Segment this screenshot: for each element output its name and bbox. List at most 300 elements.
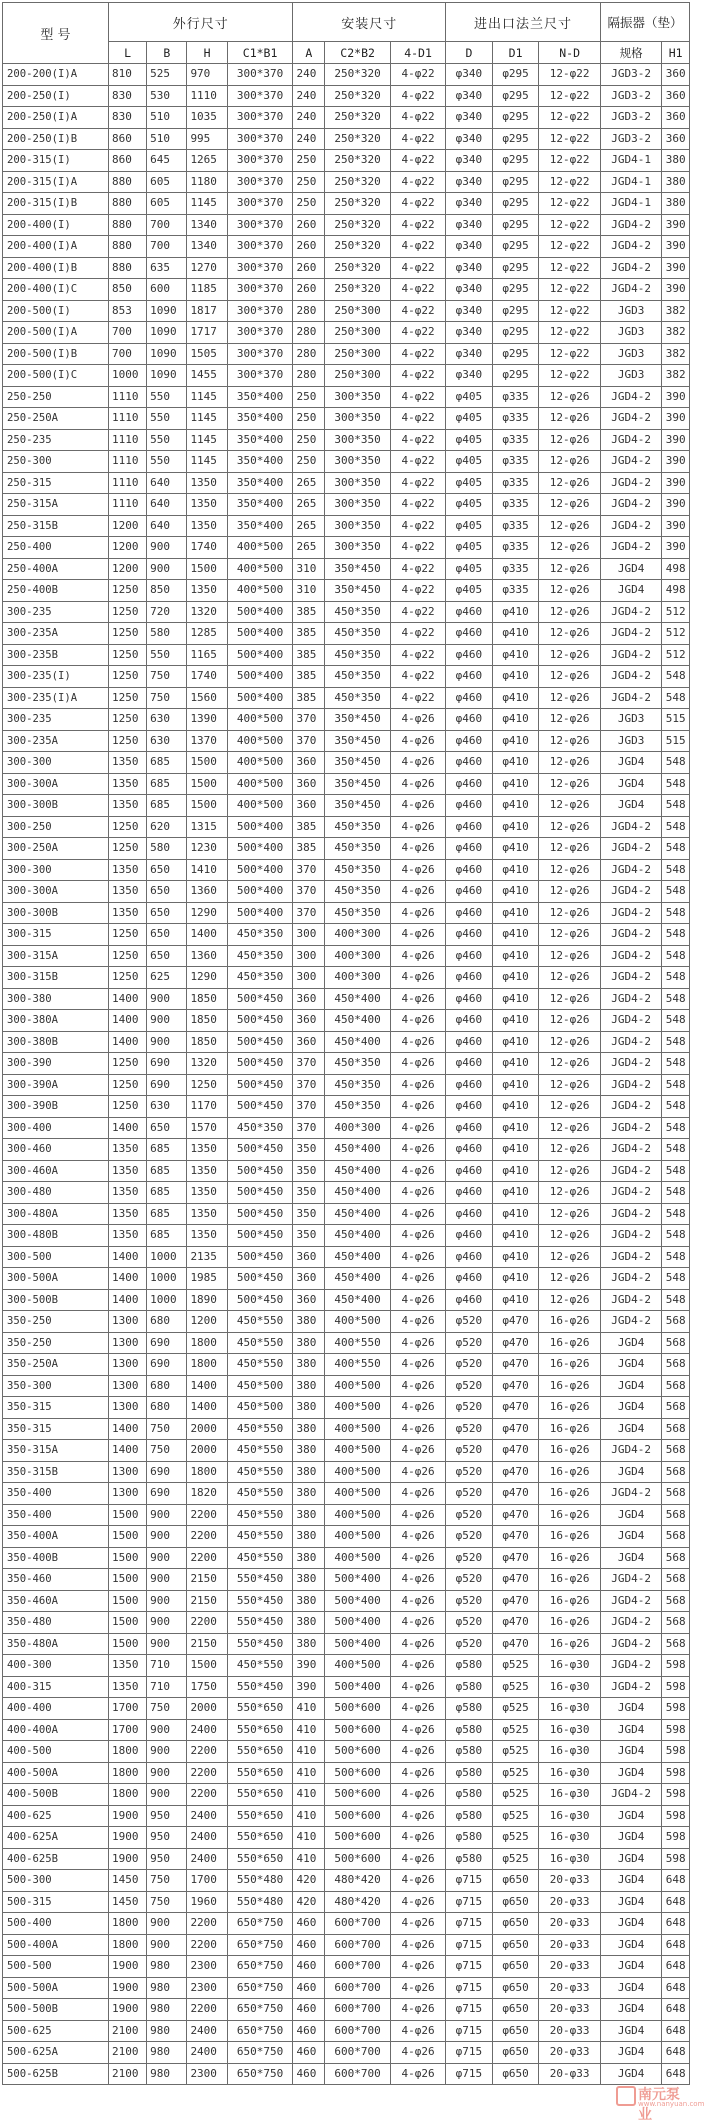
cell-A: 410: [293, 1741, 325, 1763]
cell-L: 1110: [109, 472, 147, 494]
cell-H1: 390: [662, 408, 690, 430]
cell-A: 380: [293, 1311, 325, 1333]
cell-H1: 390: [662, 236, 690, 258]
cell-C1B1: 400*500: [227, 730, 293, 752]
cell-H: 1230: [187, 838, 227, 860]
cell-H: 1750: [187, 1676, 227, 1698]
cell-B: 630: [147, 709, 187, 731]
cell-H: 1350: [187, 580, 227, 602]
cell-C1B1: 550*450: [227, 1676, 293, 1698]
cell-H1: 515: [662, 709, 690, 731]
cell-C2B2: 400*300: [325, 924, 391, 946]
cell-D1: φ410: [492, 967, 539, 989]
cell-H1: 568: [662, 1590, 690, 1612]
cell-A: 385: [293, 816, 325, 838]
cell-L: 1450: [109, 1891, 147, 1913]
cell-L: 1900: [109, 1999, 147, 2021]
cell-D: φ460: [446, 988, 493, 1010]
cell-4D1: 4-φ22: [390, 214, 445, 236]
cell-model: 200-400(I)B: [3, 257, 109, 279]
cell-D1: φ410: [492, 1289, 539, 1311]
cell-model: 300-460A: [3, 1160, 109, 1182]
cell-A: 265: [293, 494, 325, 516]
cell-model: 300-480: [3, 1182, 109, 1204]
cell-spec: JGD4-2: [600, 967, 661, 989]
cell-L: 1350: [109, 795, 147, 817]
cell-spec: JGD4-2: [600, 1655, 661, 1677]
table-row: [3, 1096, 690, 1118]
cell-4D1: 4-φ26: [390, 1139, 445, 1161]
table-row: [3, 1483, 690, 1505]
cell-D1: φ295: [492, 64, 539, 86]
cell-model: 350-400: [3, 1483, 109, 1505]
cell-ND: 16-φ26: [539, 1375, 601, 1397]
cell-C1B1: 500*450: [227, 1246, 293, 1268]
cell-D1: φ295: [492, 343, 539, 365]
cell-spec: JGD4-2: [600, 924, 661, 946]
cell-C2B2: 250*320: [325, 150, 391, 172]
table-row: [3, 1762, 690, 1784]
col-D: D: [446, 42, 493, 64]
cell-A: 380: [293, 1483, 325, 1505]
cell-C1B1: 450*550: [227, 1418, 293, 1440]
cell-4D1: 4-φ22: [390, 85, 445, 107]
cell-L: 1350: [109, 1160, 147, 1182]
cell-spec: JGD4-2: [600, 537, 661, 559]
table-row: [3, 1504, 690, 1526]
cell-spec: JGD4-2: [600, 1225, 661, 1247]
cell-C1B1: 300*370: [227, 128, 293, 150]
cell-model: 350-315A: [3, 1440, 109, 1462]
cell-D: φ340: [446, 322, 493, 344]
cell-B: 685: [147, 1139, 187, 1161]
cell-C2B2: 300*350: [325, 472, 391, 494]
cell-C1B1: 400*500: [227, 537, 293, 559]
table-row: [3, 967, 690, 989]
cell-4D1: 4-φ26: [390, 1461, 445, 1483]
cell-A: 370: [293, 881, 325, 903]
cell-B: 650: [147, 881, 187, 903]
cell-model: 400-625A: [3, 1827, 109, 1849]
cell-A: 360: [293, 752, 325, 774]
cell-spec: JGD4-2: [600, 945, 661, 967]
cell-B: 690: [147, 1461, 187, 1483]
cell-D: φ460: [446, 1139, 493, 1161]
cell-H: 1315: [187, 816, 227, 838]
cell-4D1: 4-φ26: [390, 1182, 445, 1204]
cell-H1: 498: [662, 558, 690, 580]
cell-ND: 16-φ26: [539, 1504, 601, 1526]
cell-ND: 12-φ26: [539, 773, 601, 795]
cell-L: 1900: [109, 1977, 147, 1999]
cell-4D1: 4-φ26: [390, 988, 445, 1010]
cell-L: 1250: [109, 838, 147, 860]
cell-spec: JGD4-2: [600, 1117, 661, 1139]
cell-model: 200-400(I): [3, 214, 109, 236]
cell-B: 900: [147, 1504, 187, 1526]
cell-model: 300-500: [3, 1246, 109, 1268]
cell-spec: JGD4: [600, 2063, 661, 2085]
cell-spec: JGD4-2: [600, 623, 661, 645]
table-row: [3, 107, 690, 129]
cell-C2B2: 500*600: [325, 1741, 391, 1763]
cell-C1B1: 500*450: [227, 1160, 293, 1182]
cell-D: φ460: [446, 1074, 493, 1096]
cell-4D1: 4-φ26: [390, 1633, 445, 1655]
cell-model: 300-235: [3, 709, 109, 731]
table-row: [3, 1612, 690, 1634]
cell-C2B2: 450*350: [325, 902, 391, 924]
cell-B: 685: [147, 1160, 187, 1182]
cell-A: 265: [293, 515, 325, 537]
cell-L: 1400: [109, 1010, 147, 1032]
cell-D: φ340: [446, 214, 493, 236]
table-row: [3, 687, 690, 709]
cell-H1: 548: [662, 1160, 690, 1182]
cell-spec: JGD4-2: [600, 494, 661, 516]
cell-L: 1350: [109, 881, 147, 903]
cell-ND: 16-φ30: [539, 1848, 601, 1870]
cell-spec: JGD3: [600, 365, 661, 387]
cell-ND: 12-φ26: [539, 1053, 601, 1075]
cell-H: 1110: [187, 85, 227, 107]
cell-4D1: 4-φ26: [390, 1999, 445, 2021]
cell-H1: 515: [662, 730, 690, 752]
col-4D1: 4-D1: [390, 42, 445, 64]
cell-D: φ460: [446, 1246, 493, 1268]
header-install-dimensions: 安装尺寸: [293, 3, 446, 42]
watermark-logo: [616, 2084, 704, 2123]
cell-A: 350: [293, 1139, 325, 1161]
cell-spec: JGD4-2: [600, 1268, 661, 1290]
cell-C2B2: 600*700: [325, 2063, 391, 2085]
cell-C2B2: 500*600: [325, 1719, 391, 1741]
cell-B: 625: [147, 967, 187, 989]
cell-D1: φ410: [492, 730, 539, 752]
cell-model: 500-625B: [3, 2063, 109, 2085]
cell-D1: φ410: [492, 687, 539, 709]
cell-C2B2: 400*500: [325, 1397, 391, 1419]
cell-H: 1740: [187, 537, 227, 559]
cell-H: 2200: [187, 1526, 227, 1548]
cell-A: 460: [293, 1999, 325, 2021]
cell-D1: φ650: [492, 2063, 539, 2085]
cell-spec: JGD4: [600, 1526, 661, 1548]
cell-ND: 12-φ26: [539, 945, 601, 967]
cell-D1: φ410: [492, 1203, 539, 1225]
cell-B: 630: [147, 1096, 187, 1118]
cell-H1: 548: [662, 1139, 690, 1161]
cell-D: φ520: [446, 1461, 493, 1483]
cell-4D1: 4-φ26: [390, 1053, 445, 1075]
cell-D1: φ410: [492, 666, 539, 688]
table-row: [3, 1311, 690, 1333]
cell-H: 1570: [187, 1117, 227, 1139]
cell-H1: 648: [662, 1999, 690, 2021]
cell-spec: JGD3-2: [600, 107, 661, 129]
cell-spec: JGD3-2: [600, 64, 661, 86]
cell-model: 200-250(I)B: [3, 128, 109, 150]
cell-L: 1250: [109, 687, 147, 709]
cell-C2B2: 250*320: [325, 107, 391, 129]
cell-H1: 568: [662, 1354, 690, 1376]
cell-A: 360: [293, 773, 325, 795]
table-row: [3, 1870, 690, 1892]
cell-H: 2200: [187, 1913, 227, 1935]
cell-spec: JGD4: [600, 2020, 661, 2042]
cell-B: 900: [147, 1741, 187, 1763]
cell-spec: JGD4-2: [600, 644, 661, 666]
cell-D: φ520: [446, 1397, 493, 1419]
cell-D1: φ470: [492, 1440, 539, 1462]
cell-D1: φ470: [492, 1311, 539, 1333]
cell-ND: 12-φ26: [539, 1031, 601, 1053]
cell-C1B1: 300*370: [227, 365, 293, 387]
cell-L: 2100: [109, 2042, 147, 2064]
cell-ND: 12-φ22: [539, 128, 601, 150]
cell-spec: JGD4-1: [600, 150, 661, 172]
cell-spec: JGD4-2: [600, 1182, 661, 1204]
cell-C1B1: 450*350: [227, 1117, 293, 1139]
cell-4D1: 4-φ26: [390, 1332, 445, 1354]
cell-C1B1: 500*450: [227, 1182, 293, 1204]
cell-ND: 16-φ26: [539, 1354, 601, 1376]
cell-D: φ460: [446, 644, 493, 666]
cell-B: 685: [147, 773, 187, 795]
cell-C2B2: 600*700: [325, 1999, 391, 2021]
cell-A: 250: [293, 171, 325, 193]
cell-B: 690: [147, 1332, 187, 1354]
cell-H: 2400: [187, 1827, 227, 1849]
cell-H: 1320: [187, 1053, 227, 1075]
cell-A: 360: [293, 1289, 325, 1311]
col-A: A: [293, 42, 325, 64]
cell-B: 605: [147, 171, 187, 193]
cell-B: 1090: [147, 343, 187, 365]
cell-4D1: 4-φ22: [390, 365, 445, 387]
table-row: [3, 945, 690, 967]
cell-L: 830: [109, 85, 147, 107]
cell-C2B2: 450*400: [325, 1225, 391, 1247]
cell-D1: φ470: [492, 1461, 539, 1483]
cell-spec: JGD4-2: [600, 1311, 661, 1333]
cell-model: 300-235A: [3, 730, 109, 752]
cell-B: 640: [147, 472, 187, 494]
cell-H: 2200: [187, 1762, 227, 1784]
cell-model: 350-315: [3, 1397, 109, 1419]
cell-ND: 16-φ26: [539, 1461, 601, 1483]
cell-D1: φ525: [492, 1827, 539, 1849]
cell-C1B1: 550*450: [227, 1633, 293, 1655]
cell-D: φ520: [446, 1375, 493, 1397]
table-row: [3, 1999, 690, 2021]
cell-spec: JGD4-1: [600, 171, 661, 193]
col-B: B: [147, 42, 187, 64]
cell-L: 1400: [109, 1418, 147, 1440]
cell-L: 1500: [109, 1526, 147, 1548]
cell-H1: 390: [662, 386, 690, 408]
cell-H1: 548: [662, 1268, 690, 1290]
cell-ND: 12-φ22: [539, 300, 601, 322]
cell-ND: 12-φ26: [539, 1225, 601, 1247]
cell-B: 1000: [147, 1246, 187, 1268]
cell-spec: JGD4: [600, 1547, 661, 1569]
cell-D: φ580: [446, 1719, 493, 1741]
cell-A: 350: [293, 1160, 325, 1182]
cell-H1: 648: [662, 1870, 690, 1892]
cell-D1: φ650: [492, 1934, 539, 1956]
table-row: [3, 1633, 690, 1655]
watermark-text: 南元泵业: [638, 2087, 680, 2123]
cell-C2B2: 300*350: [325, 429, 391, 451]
cell-L: 1350: [109, 1225, 147, 1247]
cell-spec: JGD4-2: [600, 1483, 661, 1505]
cell-C1B1: 450*550: [227, 1461, 293, 1483]
cell-C1B1: 350*400: [227, 472, 293, 494]
cell-C1B1: 550*450: [227, 1590, 293, 1612]
cell-model: 350-480A: [3, 1633, 109, 1655]
cell-H: 2300: [187, 1977, 227, 1999]
table-row: [3, 816, 690, 838]
cell-L: 1800: [109, 1741, 147, 1763]
cell-H: 1180: [187, 171, 227, 193]
cell-D1: φ650: [492, 1956, 539, 1978]
cell-C2B2: 450*400: [325, 1031, 391, 1053]
cell-D1: φ470: [492, 1483, 539, 1505]
cell-4D1: 4-φ26: [390, 924, 445, 946]
cell-B: 580: [147, 623, 187, 645]
cell-H: 1350: [187, 1225, 227, 1247]
cell-D: φ460: [446, 816, 493, 838]
cell-4D1: 4-φ22: [390, 150, 445, 172]
cell-D1: φ470: [492, 1332, 539, 1354]
table-row: [3, 214, 690, 236]
cell-B: 700: [147, 214, 187, 236]
cell-C1B1: 550*650: [227, 1827, 293, 1849]
cell-ND: 20-φ33: [539, 1913, 601, 1935]
cell-H: 1455: [187, 365, 227, 387]
cell-B: 1000: [147, 1289, 187, 1311]
cell-model: 350-400A: [3, 1526, 109, 1548]
cell-H1: 598: [662, 1827, 690, 1849]
cell-H: 1850: [187, 1010, 227, 1032]
cell-4D1: 4-φ26: [390, 1246, 445, 1268]
cell-C2B2: 600*700: [325, 1977, 391, 1999]
cell-A: 380: [293, 1569, 325, 1591]
cell-A: 260: [293, 236, 325, 258]
cell-C2B2: 450*350: [325, 1053, 391, 1075]
cell-H1: 648: [662, 1934, 690, 1956]
cell-C2B2: 250*320: [325, 236, 391, 258]
cell-C1B1: 450*550: [227, 1526, 293, 1548]
cell-A: 385: [293, 601, 325, 623]
cell-D: φ405: [446, 537, 493, 559]
cell-C1B1: 350*400: [227, 515, 293, 537]
table-row: [3, 1074, 690, 1096]
cell-C1B1: 550*650: [227, 1741, 293, 1763]
cell-L: 830: [109, 107, 147, 129]
cell-H: 1145: [187, 193, 227, 215]
cell-ND: 20-φ33: [539, 1999, 601, 2021]
cell-A: 360: [293, 1268, 325, 1290]
cell-4D1: 4-φ22: [390, 64, 445, 86]
cell-C1B1: 300*370: [227, 236, 293, 258]
cell-D: φ340: [446, 64, 493, 86]
table-row: [3, 1719, 690, 1741]
cell-B: 640: [147, 515, 187, 537]
cell-D: φ460: [446, 709, 493, 731]
cell-C1B1: 500*450: [227, 1053, 293, 1075]
header-outer-dimensions: 外行尺寸: [109, 3, 293, 42]
cell-ND: 12-φ26: [539, 1139, 601, 1161]
cell-B: 630: [147, 730, 187, 752]
cell-B: 525: [147, 64, 187, 86]
cell-H1: 548: [662, 1010, 690, 1032]
cell-C2B2: 400*500: [325, 1655, 391, 1677]
cell-spec: JGD4-2: [600, 257, 661, 279]
cell-spec: JGD4: [600, 580, 661, 602]
cell-ND: 20-φ33: [539, 2020, 601, 2042]
cell-H1: 380: [662, 150, 690, 172]
cell-C2B2: 400*500: [325, 1418, 391, 1440]
cell-B: 550: [147, 644, 187, 666]
cell-4D1: 4-φ22: [390, 279, 445, 301]
cell-4D1: 4-φ22: [390, 472, 445, 494]
table-row: [3, 730, 690, 752]
cell-H: 1265: [187, 150, 227, 172]
cell-H: 2000: [187, 1418, 227, 1440]
cell-B: 900: [147, 1762, 187, 1784]
cell-4D1: 4-φ26: [390, 1891, 445, 1913]
spec-table-container: [2, 2, 690, 2085]
cell-model: 350-250A: [3, 1354, 109, 1376]
cell-ND: 12-φ22: [539, 322, 601, 344]
cell-4D1: 4-φ26: [390, 795, 445, 817]
cell-H: 1500: [187, 773, 227, 795]
cell-4D1: 4-φ22: [390, 537, 445, 559]
cell-A: 460: [293, 2063, 325, 2085]
cell-A: 380: [293, 1590, 325, 1612]
cell-spec: JGD4-2: [600, 1569, 661, 1591]
cell-B: 900: [147, 1784, 187, 1806]
cell-4D1: 4-φ26: [390, 1913, 445, 1935]
cell-4D1: 4-φ22: [390, 343, 445, 365]
table-row: [3, 1977, 690, 1999]
cell-model: 300-380B: [3, 1031, 109, 1053]
cell-H1: 512: [662, 644, 690, 666]
cell-4D1: 4-φ26: [390, 1784, 445, 1806]
pump-dimension-table: [2, 2, 690, 2085]
cell-A: 360: [293, 795, 325, 817]
cell-L: 880: [109, 214, 147, 236]
cell-spec: JGD4-2: [600, 451, 661, 473]
cell-A: 370: [293, 902, 325, 924]
cell-B: 680: [147, 1397, 187, 1419]
cell-B: 710: [147, 1655, 187, 1677]
table-row: [3, 924, 690, 946]
cell-A: 410: [293, 1827, 325, 1849]
cell-model: 500-625A: [3, 2042, 109, 2064]
cell-C1B1: 500*450: [227, 988, 293, 1010]
cell-C1B1: 500*400: [227, 838, 293, 860]
cell-L: 1200: [109, 537, 147, 559]
cell-4D1: 4-φ22: [390, 128, 445, 150]
cell-C2B2: 600*700: [325, 1934, 391, 1956]
cell-L: 700: [109, 322, 147, 344]
table-row: [3, 1956, 690, 1978]
cell-C1B1: 300*370: [227, 64, 293, 86]
col-H1: H1: [662, 42, 690, 64]
